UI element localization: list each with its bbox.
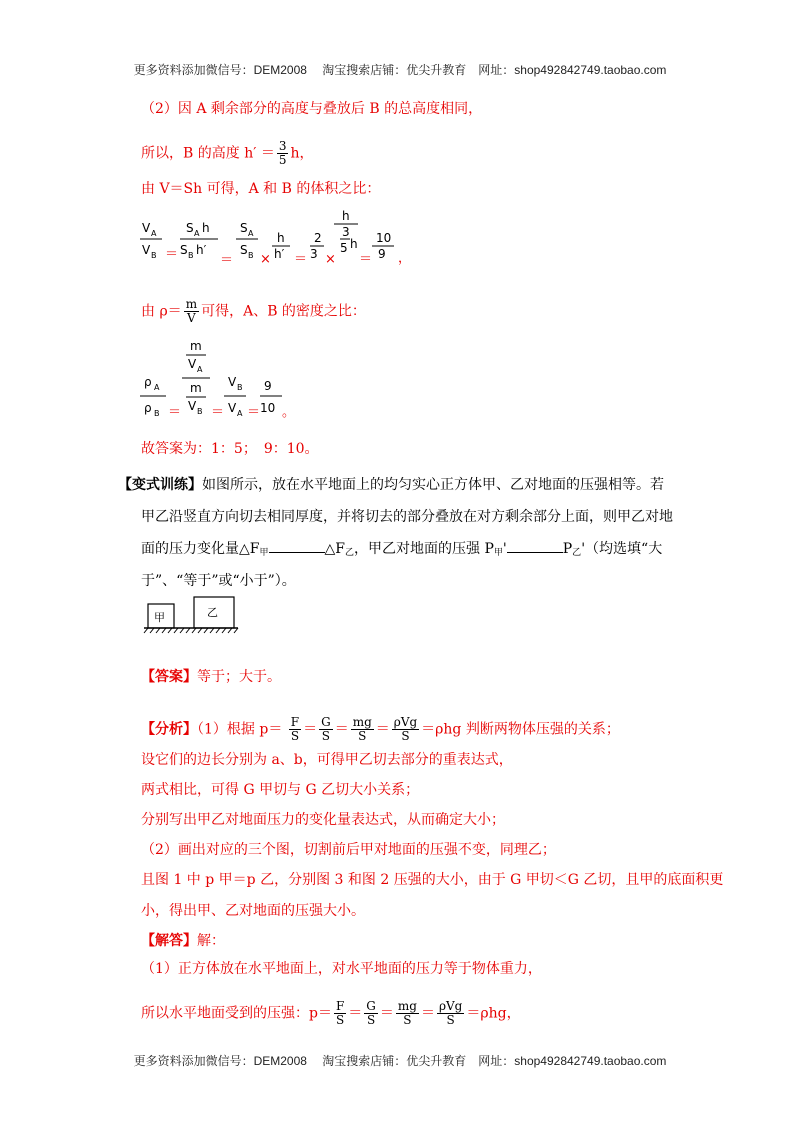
exercise-text-3c: ，甲乙对地面的压强 P xyxy=(354,541,494,557)
svg-text:h′: h′ xyxy=(274,247,285,261)
svg-text:3: 3 xyxy=(310,247,318,261)
page-footer: 更多资料添加微信号：DEM2008 淘宝搜索店铺：优尖升教育 网址：shop492842749.taobao.com xyxy=(133,1054,667,1068)
frac-g-s xyxy=(319,716,333,743)
svg-text:ρ: ρ xyxy=(144,401,152,415)
svg-text:h: h xyxy=(350,237,358,251)
svg-text:B: B xyxy=(237,383,243,392)
solution-text-2a: 所以水平地面受到的压强：p＝ xyxy=(141,1005,332,1022)
sub-yi: 乙 xyxy=(344,548,354,558)
analysis-line-5: （2）画出对应的三个图，切割前后甲对地面的压强不变，同理乙； xyxy=(141,842,556,858)
svg-text:V: V xyxy=(188,357,197,371)
analysis-text-1a: （1）根据 p＝ xyxy=(197,721,283,738)
exercise-text-3d: ' xyxy=(502,541,507,557)
frac-g-s-2 xyxy=(364,1000,378,1027)
svg-text:5: 5 xyxy=(340,241,348,255)
svg-text:V: V xyxy=(188,399,197,413)
svg-text:S: S xyxy=(186,221,194,235)
svg-text:9: 9 xyxy=(378,247,386,261)
fraction-three-fifths xyxy=(277,140,289,167)
svg-text:9: 9 xyxy=(264,379,272,393)
analysis-label: 【分析】 xyxy=(141,721,197,738)
frac-den: S xyxy=(401,729,410,743)
svg-text:＝: ＝ xyxy=(211,405,225,420)
svg-text:＝: ＝ xyxy=(220,253,234,268)
svg-text:S: S xyxy=(240,243,248,257)
svg-text:＝: ＝ xyxy=(294,252,308,267)
volume-ratio-formula xyxy=(136,206,416,270)
svg-text:＝: ＝ xyxy=(168,405,182,420)
frac-den: S xyxy=(321,729,331,743)
solution-part2-line: （2）因 A 剩余部分的高度与叠放后 B 的总高度相同， xyxy=(141,101,483,117)
frac-num: G xyxy=(321,715,331,729)
svg-text:。: 。 xyxy=(282,405,296,420)
frac-num: F xyxy=(335,999,345,1013)
fraction-denominator: V xyxy=(187,311,196,325)
density-ratio-formula xyxy=(136,338,336,424)
svg-text:A: A xyxy=(154,383,160,392)
frac-num: ρVg xyxy=(393,715,418,729)
svg-text:V: V xyxy=(228,401,237,415)
svg-text:A: A xyxy=(151,229,157,238)
exercise-line-4: 于”、“等于”或“小于”）。 xyxy=(141,573,296,589)
svg-text:B: B xyxy=(197,407,203,416)
solution-line-1: （1）正方体放在水平地面上，对水平地面的压力等于物体重力， xyxy=(141,961,542,977)
frac-num: mg xyxy=(352,715,372,729)
svg-text:2: 2 xyxy=(314,231,322,245)
sub-jia-2: 甲 xyxy=(493,548,503,558)
exercise-line-3 xyxy=(141,540,662,562)
exercise-text-3e: P xyxy=(562,541,573,557)
svg-text:B: B xyxy=(188,251,194,260)
frac-num: G xyxy=(366,999,376,1013)
height-b-prefix: 所以，B 的高度 h′ ＝ xyxy=(141,145,275,162)
svg-text:B: B xyxy=(151,251,157,260)
density-intro-line xyxy=(141,298,366,325)
frac-mg-s-2 xyxy=(396,1000,419,1027)
svg-text:V: V xyxy=(228,375,237,389)
fraction-denominator: 5 xyxy=(278,153,287,167)
analysis-line-3: 两式相比，可得 G 甲切与 G 乙切大小关系； xyxy=(141,782,420,798)
frac-den: S xyxy=(446,1013,455,1027)
svg-text:m: m xyxy=(190,339,202,353)
blank-2[interactable] xyxy=(507,552,563,553)
svg-text:10: 10 xyxy=(260,401,276,415)
analysis-line-1: 【分析】（1）根据 p＝ $\frac{F}{S}$ ＝ $\frac{G}{S}$ ＝ $\frac{mg}{S}$ ＝ $\frac{\text{ρVg}}{S}$ ＝ρhg 判断两物体压强的关系； xyxy=(141,715,620,743)
svg-text:＝: ＝ xyxy=(359,252,373,267)
answer-line xyxy=(141,668,281,686)
solution-label-suffix: 解： xyxy=(197,933,225,949)
answer-text: 等于；大于。 xyxy=(197,669,281,685)
density-prefix: 由 ρ＝ xyxy=(141,303,182,320)
svg-text:×: × xyxy=(325,252,336,267)
svg-text:S: S xyxy=(180,243,188,257)
analysis-line-2: 设它们的边长分别为 a、b，可得甲乙切去部分的重表达式， xyxy=(141,752,513,768)
svg-text:×: × xyxy=(260,252,271,267)
svg-text:V: V xyxy=(142,243,151,257)
svg-text:＝: ＝ xyxy=(247,405,261,420)
frac-num: mg xyxy=(397,999,417,1013)
svg-text:A: A xyxy=(194,229,200,238)
frac-rhovg-s xyxy=(392,716,419,743)
cubes-figure xyxy=(140,594,240,636)
svg-text:S: S xyxy=(240,221,248,235)
exercise-text-3a: 面的压力变化量△F xyxy=(141,541,260,557)
volume-ratio-intro: 由 V＝Sh 可得，A 和 B 的体积之比： xyxy=(141,181,381,197)
answer-previous: 故答案为：1：5； 9：10。 xyxy=(141,441,319,457)
fraction-numerator: 3 xyxy=(278,139,287,153)
svg-text:，: ， xyxy=(398,251,412,266)
svg-text:B: B xyxy=(248,251,254,260)
exercise-line-2: 甲乙沿竖直方向切去相同厚度，并将切去的部分叠放在对方剩余部分上面，则甲乙对地 xyxy=(141,509,673,525)
frac-den: S xyxy=(358,729,367,743)
svg-text:m: m xyxy=(190,381,202,395)
frac-den: S xyxy=(366,1013,376,1027)
frac-num: ρVg xyxy=(438,999,463,1013)
fraction-m-over-v xyxy=(184,298,199,325)
frac-den: S xyxy=(403,1013,412,1027)
svg-text:V: V xyxy=(142,221,151,235)
sub-yi-2: 乙 xyxy=(572,548,582,558)
analysis-line-4: 分别写出甲乙对地面压力的变化量表达式，从而确定大小； xyxy=(141,812,505,828)
page-header: 更多资料添加微信号：DEM2008 淘宝搜索店铺：优尖升教育 网址：shop492842749.taobao.com xyxy=(133,63,667,77)
cube-jia-label: 甲 xyxy=(154,611,165,624)
svg-text:10: 10 xyxy=(376,231,392,245)
svg-text:h: h xyxy=(342,209,350,223)
frac-f-s xyxy=(289,716,301,743)
svg-text:B: B xyxy=(154,409,160,418)
exercise-line-1 xyxy=(118,476,664,494)
solution-label: 【解答】 xyxy=(141,933,197,949)
solution-label-line xyxy=(141,932,225,950)
blank-1[interactable] xyxy=(269,552,325,553)
answer-label: 【答案】 xyxy=(141,669,197,685)
solution-line-2: 所以水平地面受到的压强：p＝ $\frac{F}{S}$ ＝ $\frac{G}{S}$ ＝ $\frac{mg}{S}$ ＝ $\frac{\text{ρVg}}{S}$ ＝ρhg， xyxy=(141,999,521,1027)
exercise-text-3f: '（均选填“大 xyxy=(581,541,663,557)
height-b-line xyxy=(141,140,314,167)
svg-text:h: h xyxy=(202,221,210,235)
density-suffix: 可得，A、B 的密度之比： xyxy=(201,303,366,320)
frac-f-s-2 xyxy=(334,1000,346,1027)
analysis-line-7: 小，得出甲、乙对地面的压强大小。 xyxy=(141,903,365,919)
exercise-label: 【变式训练】 xyxy=(118,477,202,493)
exercise-text-1: 如图所示，放在水平地面上的均匀实心正方体甲、乙对地面的压强相等。若 xyxy=(202,477,664,493)
frac-den: S xyxy=(336,1013,345,1027)
frac-den: S xyxy=(290,729,300,743)
svg-text:h′: h′ xyxy=(196,243,207,257)
sub-jia: 甲 xyxy=(259,548,269,558)
analysis-line-6: 且图 1 中 p 甲＝p 乙，分别图 3 和图 2 压强的大小，由于 G 甲切＜G 乙切，且甲的底面积更 xyxy=(141,872,724,888)
solution-text-2b: ＝ρhg， xyxy=(466,1005,521,1022)
analysis-text-1b: ＝ρhg 判断两物体压强的关系； xyxy=(421,721,620,738)
frac-mg-s xyxy=(351,716,374,743)
svg-text:A: A xyxy=(248,229,254,238)
svg-text:ρ: ρ xyxy=(144,375,152,389)
frac-rhovg-s-2 xyxy=(437,1000,464,1027)
exercise-text-3b: △F xyxy=(324,541,345,557)
svg-text:A: A xyxy=(197,365,203,374)
fraction-numerator: m xyxy=(185,297,198,311)
svg-text:h: h xyxy=(277,231,285,245)
frac-num: F xyxy=(290,715,300,729)
svg-text:A: A xyxy=(237,409,243,418)
height-b-suffix: h， xyxy=(290,145,314,162)
svg-text:＝: ＝ xyxy=(165,247,179,262)
svg-text:3: 3 xyxy=(342,225,350,239)
cube-yi-label: 乙 xyxy=(207,606,218,619)
